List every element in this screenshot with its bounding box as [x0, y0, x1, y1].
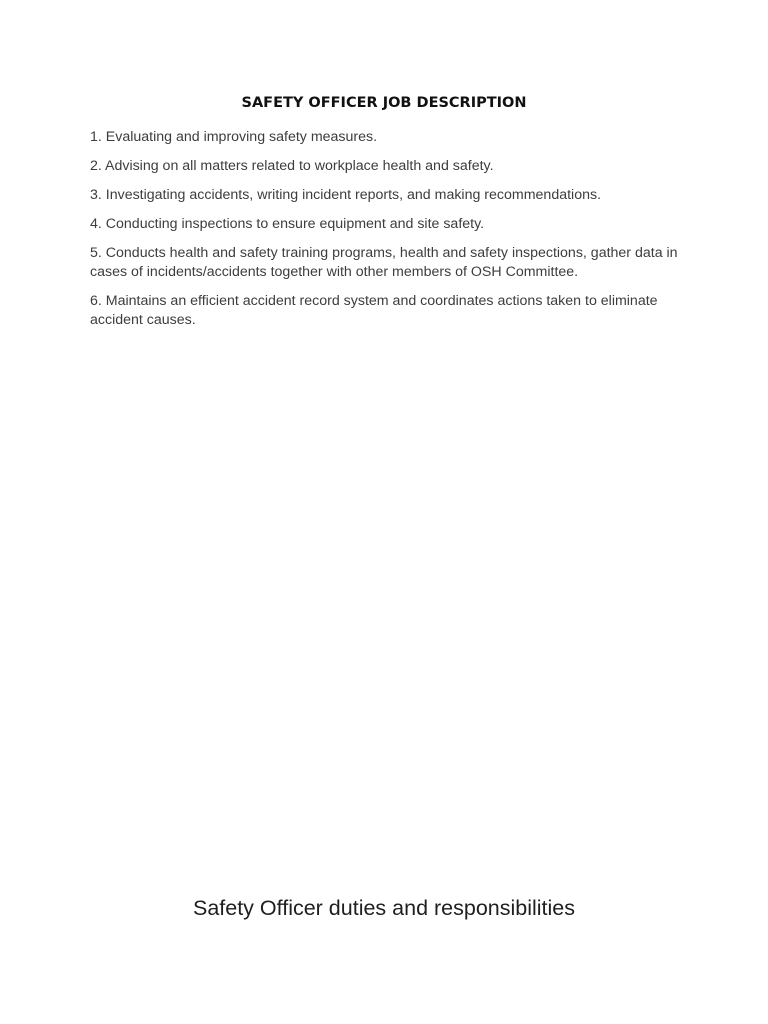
document-title: SAFETY OFFICER JOB DESCRIPTION	[241, 95, 527, 111]
duty-item-4: 4. Conducting inspections to ensure equipment and site safety.	[90, 216, 485, 232]
footer-heading: Safety Officer duties and responsibilities	[192, 896, 576, 920]
duties-list	[90, 128, 690, 340]
duty-item-2: 2. Advising on all matters related to workplace health and safety.	[90, 158, 494, 174]
duty-item-6: 6. Maintains an efficient accident record system and coordinates actions taken to eliminate accident causes.	[90, 293, 658, 328]
duty-item-1: 1. Evaluating and improving safety measures.	[90, 129, 378, 145]
duty-item-3: 3. Investigating accidents, writing incident reports, and making recommendations.	[90, 187, 602, 203]
duty-item-5: 5. Conducts health and safety training programs, health and safety inspections, gather data in cases of incidents/accidents together with other members of OSH Committee.	[90, 245, 678, 280]
